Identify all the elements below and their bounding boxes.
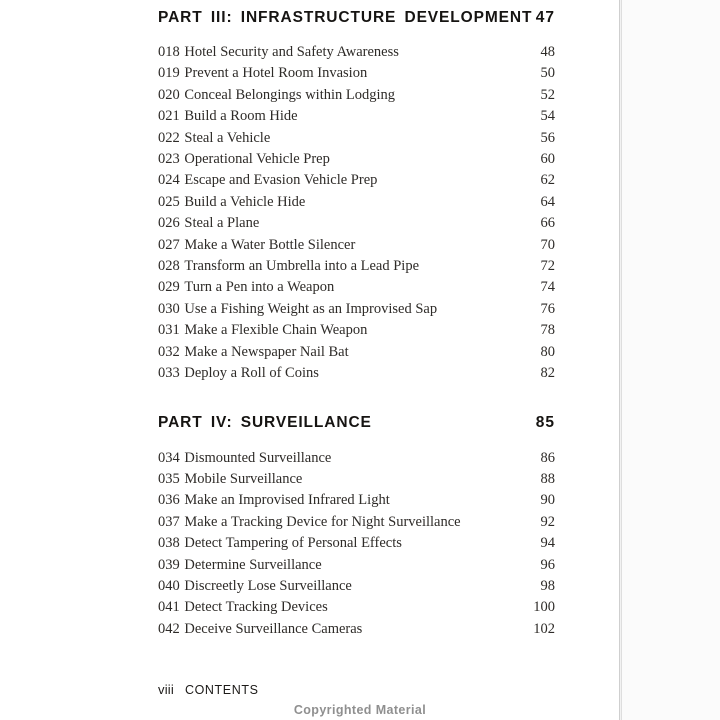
entry-title: Turn a Pen into a Weapon <box>184 279 335 296</box>
toc-entry <box>158 213 555 234</box>
entry-number: 032 <box>158 343 180 360</box>
entry-number: 022 <box>158 129 180 146</box>
entry-title: Build a Vehicle Hide <box>184 193 306 210</box>
entry-label <box>158 235 355 256</box>
entry-number: 033 <box>158 365 180 382</box>
entry-title: Operational Vehicle Prep <box>184 151 330 168</box>
entry-label <box>158 85 395 106</box>
toc-entry <box>158 490 555 511</box>
toc-entry <box>158 85 555 106</box>
entry-title: Steal a Vehicle <box>184 129 271 146</box>
entry-label <box>158 342 349 363</box>
entry-title: Detect Tampering of Personal Effects <box>184 535 402 552</box>
entry-page: 86 <box>540 449 555 466</box>
entry-label <box>158 192 305 213</box>
entry-label <box>158 63 367 84</box>
entry-page: 102 <box>533 620 555 637</box>
entry-label <box>158 213 259 234</box>
entry-number: 041 <box>158 599 180 616</box>
entry-number: 039 <box>158 556 180 573</box>
entry-title: Steal a Plane <box>184 215 260 232</box>
entry-title: Conceal Belongings within Lodging <box>184 86 396 103</box>
entry-page: 100 <box>533 599 555 616</box>
entry-number: 036 <box>158 492 180 509</box>
entry-number: 035 <box>158 470 180 487</box>
toc-entry <box>158 512 555 533</box>
toc-entry <box>158 619 555 640</box>
toc-entry <box>158 106 555 127</box>
entry-page: 92 <box>540 513 555 530</box>
entry-page: 54 <box>540 108 555 125</box>
entry-page: 94 <box>540 535 555 552</box>
entry-page: 88 <box>540 470 555 487</box>
entry-number: 042 <box>158 620 180 637</box>
entry-title: Make a Tracking Device for Night Surveillance <box>184 513 461 530</box>
entry-label <box>158 299 437 320</box>
part-heading-label: PART III: INFRASTRUCTURE DEVELOPMENT <box>158 9 533 26</box>
entry-page: 52 <box>540 86 555 103</box>
entry-number: 024 <box>158 172 180 189</box>
entry-page: 66 <box>540 215 555 232</box>
entry-number: 034 <box>158 449 180 466</box>
entry-page: 64 <box>540 193 555 210</box>
page-edge-line <box>619 0 622 720</box>
toc-entry <box>158 256 555 277</box>
toc-entry <box>158 320 555 341</box>
entry-number: 020 <box>158 86 180 103</box>
entry-label <box>158 256 419 277</box>
entry-label <box>158 490 390 511</box>
entry-title: Build a Room Hide <box>184 108 298 125</box>
entry-page: 50 <box>540 65 555 82</box>
entry-page: 62 <box>540 172 555 189</box>
entry-title: Escape and Evasion Vehicle Prep <box>184 172 378 189</box>
entry-page: 72 <box>540 258 555 275</box>
toc-entry <box>158 299 555 320</box>
entry-number: 018 <box>158 44 180 60</box>
entry-label <box>158 149 330 170</box>
entry-label <box>158 170 377 191</box>
toc-entry <box>158 533 555 554</box>
toc-entry <box>158 42 555 63</box>
entry-label <box>158 106 298 127</box>
entry-number: 027 <box>158 236 180 253</box>
entry-label <box>158 448 331 469</box>
entry-title: Make a Water Bottle Silencer <box>184 236 356 253</box>
entry-label <box>158 469 302 490</box>
entry-title: Dismounted Surveillance <box>184 449 332 466</box>
entry-page: 48 <box>540 44 555 60</box>
entry-title: Make an Improvised Infrared Light <box>184 492 390 509</box>
page-edge-margin <box>622 0 720 720</box>
part-heading <box>158 415 555 431</box>
entry-number: 019 <box>158 65 180 82</box>
entry-label <box>158 320 367 341</box>
part-heading <box>158 10 555 26</box>
entry-title: Determine Surveillance <box>184 556 322 573</box>
toc-entry <box>158 277 555 298</box>
toc-entry <box>158 555 555 576</box>
entry-page: 80 <box>540 343 555 360</box>
part-heading-page: 47 <box>535 9 555 26</box>
entry-label <box>158 128 270 149</box>
entry-title: Prevent a Hotel Room Invasion <box>184 65 368 82</box>
entry-title: Transform an Umbrella into a Lead Pipe <box>184 258 420 275</box>
entry-label <box>158 597 328 618</box>
part-heading-page: 85 <box>535 413 555 431</box>
toc-entry <box>158 149 555 170</box>
toc-entry <box>158 170 555 191</box>
entry-number: 028 <box>158 258 180 275</box>
entry-title: Use a Fishing Weight as an Improvised Sap <box>184 300 438 317</box>
running-head: CONTENTS <box>184 683 259 697</box>
part-heading-label: PART IV: SURVEILLANCE <box>158 413 372 431</box>
entry-label <box>158 512 461 533</box>
folio-page-number: viii <box>158 682 174 697</box>
entry-number: 031 <box>158 322 180 339</box>
entry-title: Deceive Surveillance Cameras <box>184 620 363 637</box>
entry-page: 74 <box>540 279 555 296</box>
entry-title: Hotel Security and Safety Awareness <box>184 44 399 60</box>
entry-label <box>158 576 352 597</box>
entry-label <box>158 555 322 576</box>
entry-title: Discreetly Lose Surveillance <box>184 577 352 594</box>
entry-page: 82 <box>540 365 555 382</box>
entry-page: 78 <box>540 322 555 339</box>
toc-content <box>158 10 555 640</box>
entry-page: 96 <box>540 556 555 573</box>
entry-title: Mobile Surveillance <box>184 470 303 487</box>
toc-entry <box>158 448 555 469</box>
entry-label <box>158 619 362 640</box>
entry-number: 038 <box>158 535 180 552</box>
entry-title: Make a Flexible Chain Weapon <box>184 322 368 339</box>
toc-entry <box>158 342 555 363</box>
entry-title: Detect Tracking Devices <box>184 599 328 616</box>
entry-page: 60 <box>540 151 555 168</box>
toc-entry <box>158 128 555 149</box>
entry-number: 030 <box>158 300 180 317</box>
entry-number: 021 <box>158 108 180 125</box>
entry-label <box>158 363 319 384</box>
entry-number: 026 <box>158 215 180 232</box>
toc-entry <box>158 469 555 490</box>
entry-number: 040 <box>158 577 180 594</box>
entry-number: 029 <box>158 279 180 296</box>
entry-label <box>158 42 399 63</box>
toc-entry-list <box>158 448 555 641</box>
page-footer <box>158 682 259 697</box>
entry-page: 70 <box>540 236 555 253</box>
toc-entry <box>158 576 555 597</box>
toc-entry <box>158 63 555 84</box>
toc-entry <box>158 235 555 256</box>
entry-title: Deploy a Roll of Coins <box>184 365 319 382</box>
entry-label <box>158 533 402 554</box>
entry-page: 98 <box>540 577 555 594</box>
toc-entry <box>158 363 555 384</box>
entry-page: 76 <box>540 300 555 317</box>
entry-title: Make a Newspaper Nail Bat <box>184 343 349 360</box>
toc-entry <box>158 597 555 618</box>
toc-entry-list <box>158 42 555 385</box>
toc-entry <box>158 192 555 213</box>
entry-number: 037 <box>158 513 180 530</box>
entry-number: 025 <box>158 193 180 210</box>
copyright-watermark: Copyrighted Material <box>293 703 427 717</box>
entry-label <box>158 277 334 298</box>
entry-page: 90 <box>540 492 555 509</box>
entry-page: 56 <box>540 129 555 146</box>
entry-number: 023 <box>158 151 180 168</box>
